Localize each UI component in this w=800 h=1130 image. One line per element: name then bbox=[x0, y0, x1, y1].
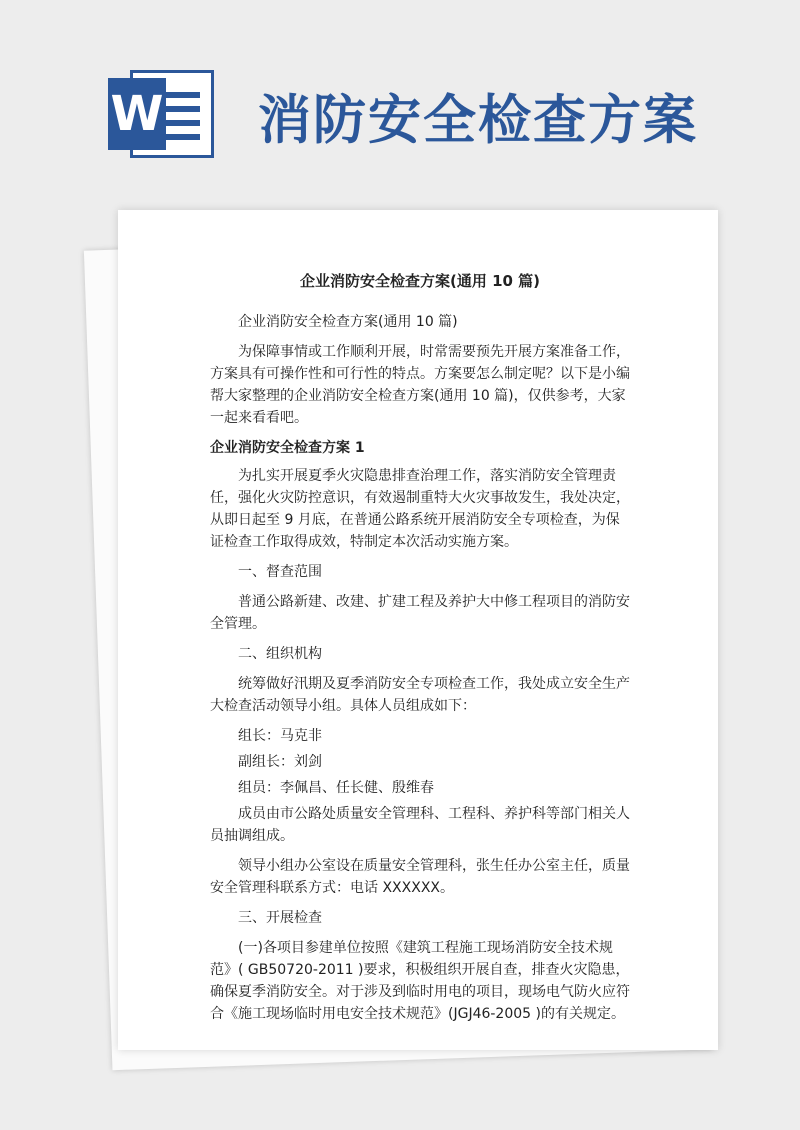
paragraph: 三、开展检查 bbox=[238, 910, 322, 926]
section-heading: 企业消防安全检查方案 1 bbox=[210, 440, 365, 456]
banner-title: 消防安全检查方案 bbox=[258, 89, 698, 151]
paragraph: 企业消防安全检查方案(通用 10 篇) bbox=[238, 314, 458, 330]
paragraph: (一)各项目参建单位按照《建筑工程施工现场消防安全技术规范》( GB50720-2011 )要求，积极组织开展自查，排查火灾隐患，确保夏季消防安全。对于涉及到临时用电的项目，现场电气防火应符合《施工现场临时用电安全技术规范》(JGJ46-2005 )的有关规定。 bbox=[210, 940, 630, 1022]
paragraph: 领导小组办公室设在质量安全管理科，张生任办公室主任，质量安全管理科联系方式：电话 XXXXXX。 bbox=[210, 858, 630, 896]
paragraph: 二、组织机构 bbox=[238, 646, 322, 662]
paragraph: 组长：马克非 bbox=[238, 728, 322, 744]
paragraph: 组员：李佩昌、任长健、殷维春 bbox=[238, 780, 434, 796]
paragraph: 为扎实开展夏季火灾隐患排查治理工作，落实消防安全管理责任，强化火灾防控意识，有效遏制重特大火灾事故发生，我处决定，从即日起至 9 月底，在普通公路系统开展消防安全专项检查，为保证检查工作取得成效，特制定本次活动实施方案。 bbox=[210, 468, 630, 550]
document-page bbox=[118, 210, 718, 1050]
document-content bbox=[210, 270, 630, 1033]
paragraph: 普通公路新建、改建、扩建工程及养护大中修工程项目的消防安全管理。 bbox=[210, 594, 630, 632]
document-body bbox=[210, 311, 630, 1025]
paragraph: 副组长：刘剑 bbox=[238, 754, 322, 770]
word-icon-letter: W bbox=[108, 78, 166, 150]
banner bbox=[0, 0, 800, 200]
paragraph: 统筹做好汛期及夏季消防安全专项检查工作，我处成立安全生产大检查活动领导小组。具体人员组成如下： bbox=[210, 676, 630, 714]
paragraph: 为保障事情或工作顺利开展，时常需要预先开展方案准备工作，方案具有可操作性和可行性的特点。方案要怎么制定呢？以下是小编帮大家整理的企业消防安全检查方案(通用 10 篇)，仅供参考，大家一起来看看吧。 bbox=[210, 344, 630, 426]
paragraph: 成员由市公路处质量安全管理科、工程科、养护科等部门相关人员抽调组成。 bbox=[210, 806, 630, 844]
paragraph: 一、督查范围 bbox=[238, 564, 322, 580]
document-title: 企业消防安全检查方案(通用 10 篇) bbox=[299, 272, 541, 290]
word-document-icon bbox=[108, 70, 216, 158]
